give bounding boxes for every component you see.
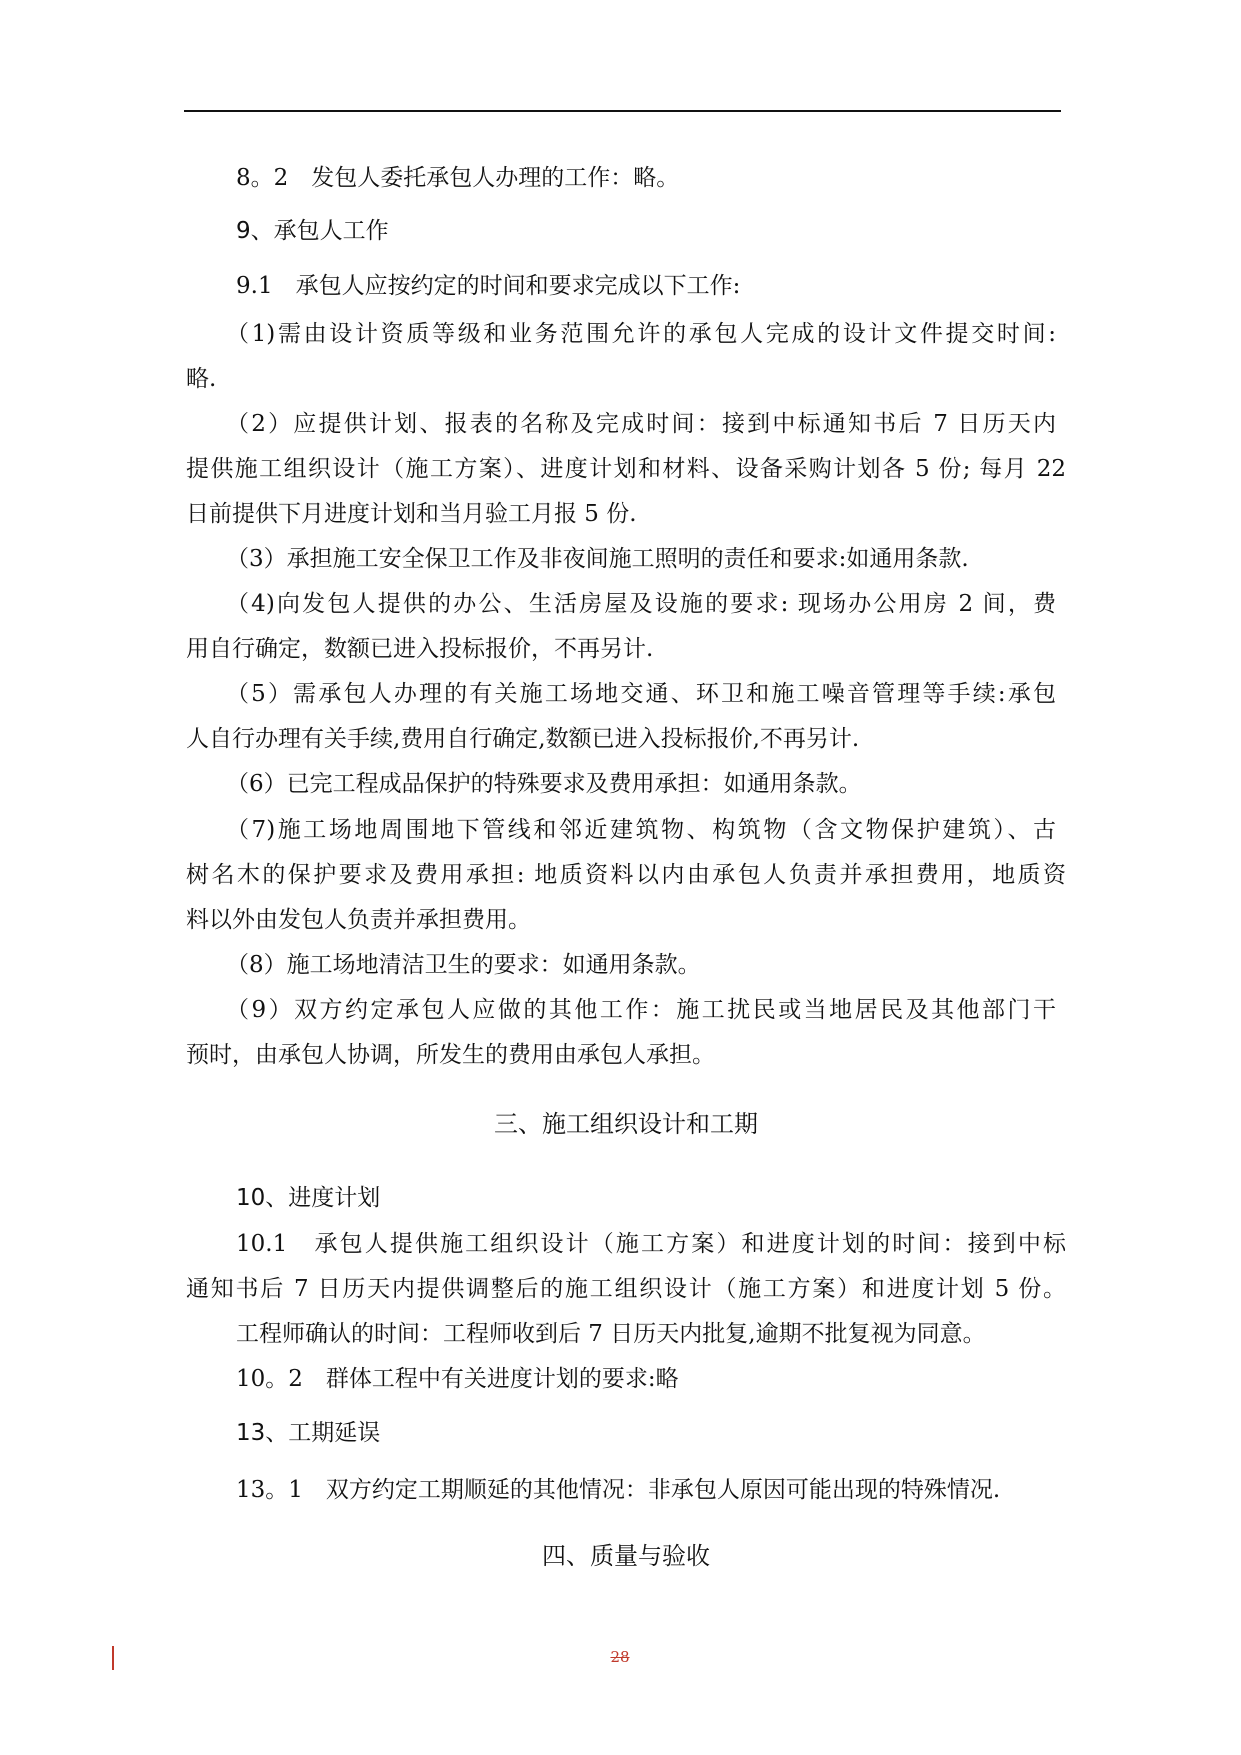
item-5-line-2: 人自行办理有关手续,费用自行确定,数额已进入投标报价,不再另计.	[186, 726, 860, 752]
chapter-heading-4: 四、质量与验收	[542, 1542, 710, 1570]
item-5-line-1: （5）需承包人办理的有关施工场地交通、环卫和施工噪音管理等手续:承包	[226, 681, 1056, 707]
item-9-line-2: 预时，由承包人协调，所发生的费用由承包人承担。	[186, 1042, 715, 1068]
page-number: 28	[610, 1648, 630, 1666]
section-heading-10: 10、进度计划	[236, 1185, 381, 1211]
item-7-line-1: （7)施工场地周围地下管线和邻近建筑物、构筑物（含文物保护建筑）、古	[226, 817, 1056, 843]
item-4-line-1: （4)向发包人提供的办公、生活房屋及设施的要求: 现场办公用房 2 间，费	[226, 591, 1056, 617]
item-7-line-3: 料以外由发包人负责并承担费用。	[186, 907, 531, 933]
item-6: （6）已完工程成品保护的特殊要求及费用承担：如通用条款。	[226, 771, 862, 797]
item-1-line-1: （1)需由设计资质等级和业务范围允许的承包人完成的设计文件提交时间:	[226, 321, 1056, 347]
clause-8-2: 8。2 发包人委托承包人办理的工作：略。	[236, 165, 680, 191]
section-heading-9: 9、承包人工作	[236, 218, 389, 244]
header-rule	[184, 110, 1061, 112]
item-2-line-3: 日前提供下月进度计划和当月验工月报 5 份.	[186, 501, 637, 527]
item-8: （8）施工场地清洁卫生的要求：如通用条款。	[226, 952, 701, 978]
section-heading-13: 13、工期延误	[236, 1420, 381, 1446]
item-1-line-2: 略.	[186, 366, 217, 392]
item-9-line-1: （9）双方约定承包人应做的其他工作：施工扰民或当地居民及其他部门干	[226, 997, 1056, 1023]
item-7-line-2: 树名木的保护要求及费用承担: 地质资料以内由承包人负责并承担费用，地质资	[186, 862, 1066, 888]
item-4-line-2: 用自行确定，数额已进入投标报价，不再另计.	[186, 636, 654, 662]
item-2-line-2: 提供施工组织设计（施工方案）、进度计划和材料、设备采购计划各 5 份; 每月 22	[186, 456, 1066, 482]
footer-mark	[112, 1646, 114, 1670]
clause-9-1: 9.1 承包人应按约定的时间和要求完成以下工作:	[236, 273, 741, 299]
chapter-heading-3: 三、施工组织设计和工期	[494, 1110, 758, 1138]
item-2-line-1: （2）应提供计划、报表的名称及完成时间：接到中标通知书后 7 日历天内	[226, 411, 1056, 437]
clause-10-1-line-2: 通知书后 7 日历天内提供调整后的施工组织设计（施工方案）和进度计划 5 份。	[186, 1276, 1066, 1302]
clause-10-2: 10。2 群体工程中有关进度计划的要求:略	[236, 1366, 679, 1392]
clause-10-1-line-1: 10.1 承包人提供施工组织设计（施工方案）和进度计划的时间：接到中标	[236, 1231, 1066, 1257]
item-3: （3）承担施工安全保卫工作及非夜间施工照明的责任和要求:如通用条款.	[226, 546, 969, 572]
clause-13-1: 13。1 双方约定工期顺延的其他情况：非承包人原因可能出现的特殊情况.	[236, 1477, 1001, 1503]
clause-10-1-line-3: 工程师确认的时间：工程师收到后 7 日历天内批复,逾期不批复视为同意。	[236, 1321, 986, 1347]
